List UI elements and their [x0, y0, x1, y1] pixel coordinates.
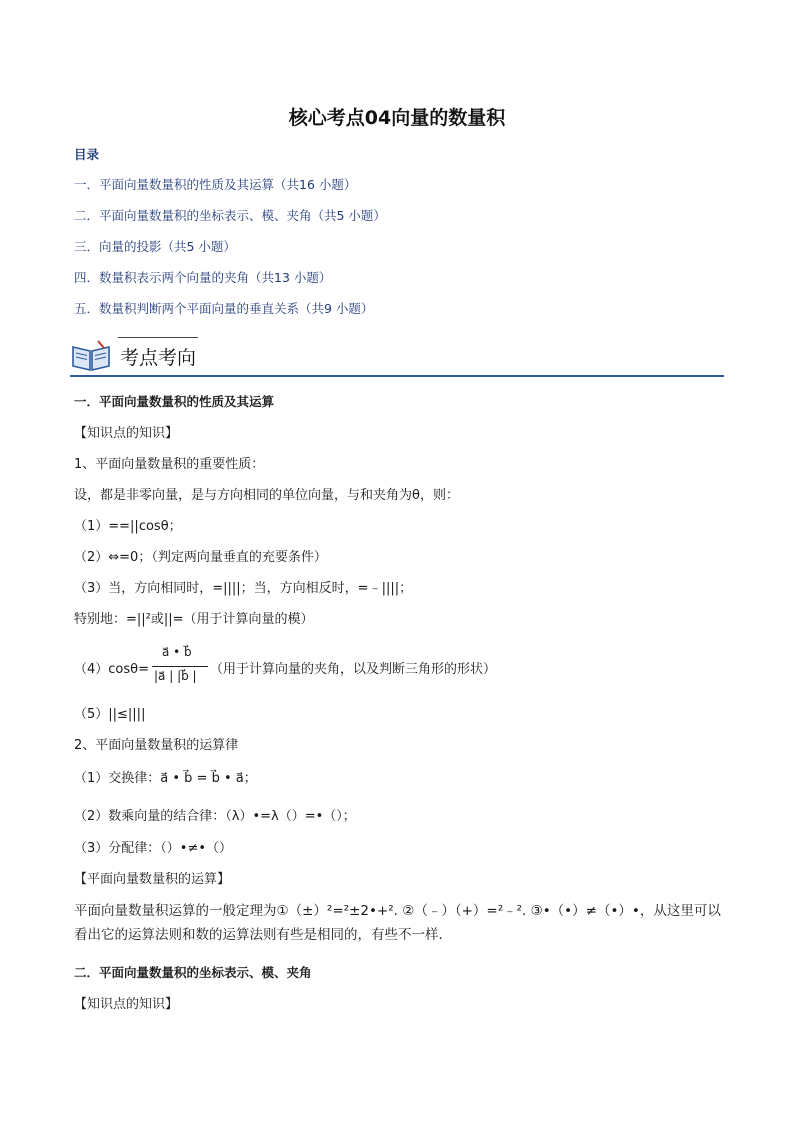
banner-rule — [70, 375, 724, 377]
section-banner — [70, 333, 724, 377]
paragraph: （3）当，方向相同时，=||||；当，方向相反时，=﹣||||； — [74, 581, 413, 596]
formula-prefix: （4）cosθ= — [74, 662, 149, 677]
formula-numerator: a⃗ • b⃗ — [162, 645, 192, 659]
toc-item-3[interactable]: 三．向量的投影（共5 小题） — [74, 239, 236, 254]
formula-denominator: |a⃗ | |b⃗ | — [154, 669, 197, 683]
paragraph: （5）||≤|||| — [74, 707, 146, 722]
ops-paragraph: 平面向量数量积运算的一般定理为①（±）²=²±2•+². ②（﹣）（+）=²﹣². ③•（•）≠（•）•，从这里可以看出它的运算法则和数的运算法则有些是相同的，有些不一样． — [74, 903, 721, 943]
toc-item-5[interactable]: 五．数量积判断两个平面向量的垂直关系（共9 小题） — [74, 301, 374, 316]
paragraph: （1）交换律：a⃗ • b⃗ = b⃗ • a⃗； — [74, 771, 257, 786]
page-title: 核心考点04向量的数量积 — [288, 107, 506, 129]
knowledge-tag: 【知识点的知识】 — [74, 426, 179, 441]
toc-item-1[interactable]: 一．平面向量数量积的性质及其运算（共16 小题） — [74, 177, 357, 192]
toc-heading: 目录 — [74, 147, 100, 162]
toc-item-2[interactable]: 二．平面向量数量积的坐标表示、模、夹角（共5 小题） — [74, 208, 386, 223]
paragraph: （1）==||cosθ； — [74, 519, 182, 534]
knowledge-tag-2: 【知识点的知识】 — [74, 997, 179, 1012]
banner-top-rule — [118, 337, 198, 338]
paragraph: 1、平面向量数量积的重要性质： — [74, 457, 265, 472]
fraction-bar — [152, 666, 208, 667]
open-book-icon — [70, 339, 112, 373]
formula-suffix: （用于计算向量的夹角，以及判断三角形的形状） — [210, 662, 497, 677]
paragraph: （3）分配律：（）•≠•（） — [74, 841, 232, 856]
paragraph: 2、平面向量数量积的运算律 — [74, 738, 239, 753]
ops-tag: 【平面向量数量积的运算】 — [74, 872, 231, 887]
section-2-heading: 二．平面向量数量积的坐标表示、模、夹角 — [74, 965, 312, 980]
paragraph: 特别地：=||²或||=（用于计算向量的模） — [74, 612, 314, 627]
paragraph: （2）数乘向量的结合律：（λ）•=λ（）=•（）； — [74, 809, 356, 824]
toc-item-4[interactable]: 四．数量积表示两个向量的夹角（共13 小题） — [74, 270, 332, 285]
paragraph: 设，都是非零向量，是与方向相同的单位向量，与和夹角为θ，则： — [74, 488, 459, 503]
paragraph: （2）⇔=0；（判定两向量垂直的充要条件） — [74, 550, 327, 565]
banner-title: 考点考向 — [120, 347, 197, 369]
cos-formula — [74, 645, 594, 691]
section-1-heading: 一．平面向量数量积的性质及其运算 — [74, 394, 275, 409]
